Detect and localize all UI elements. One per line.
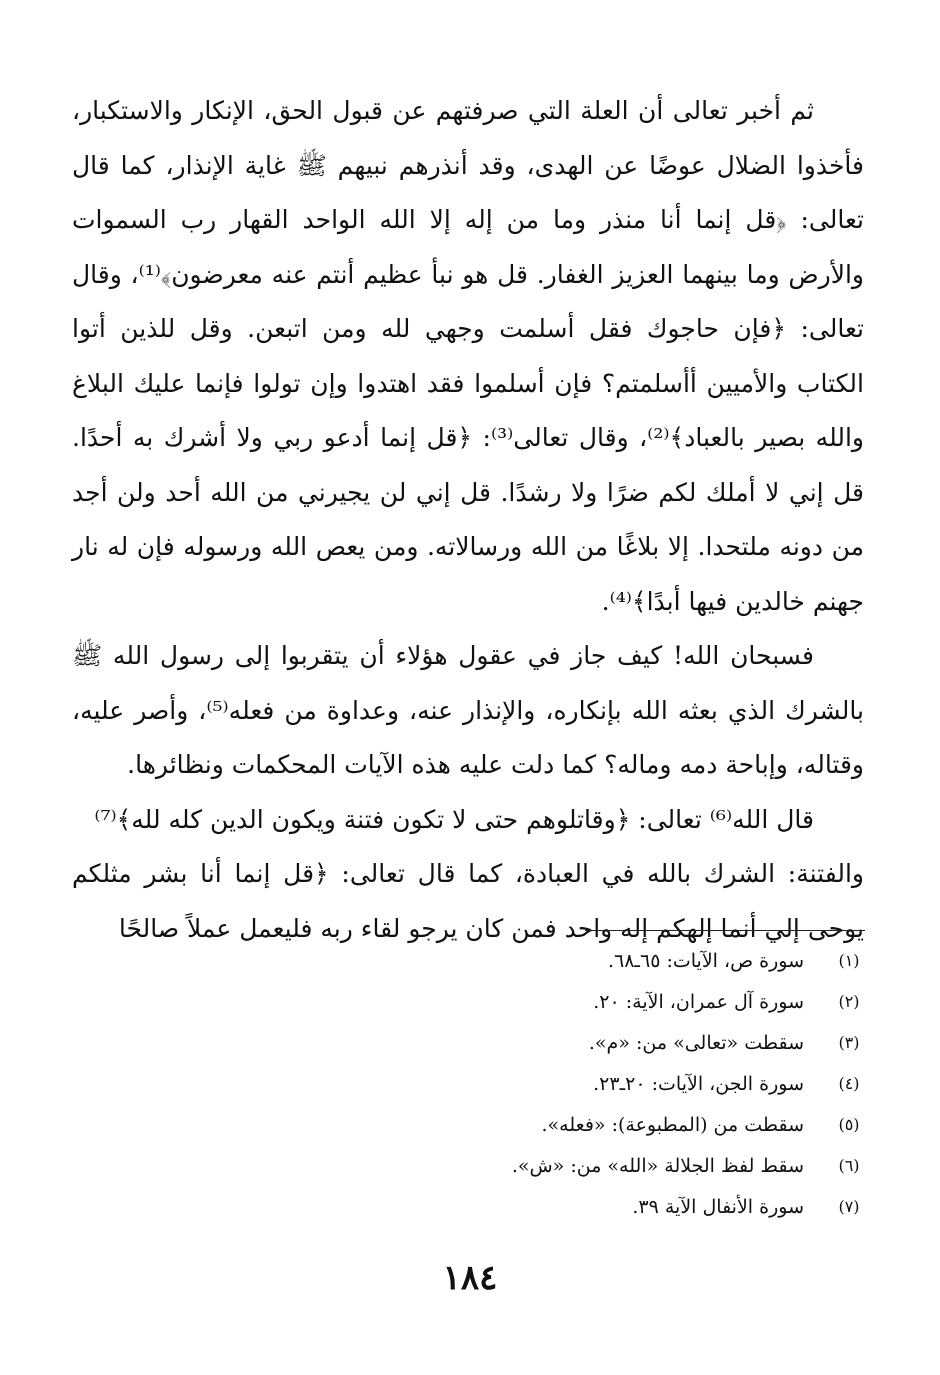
footnote-number: (٦) (838, 1156, 860, 1175)
paragraph-3: قال الله⁽⁶⁾ تعالى: ﴿وقاتلوهم حتى لا تكون فتنة ويكون الدين كله لله﴾⁽⁷⁾ (94, 804, 814, 834)
footnote-number: (٧) (838, 1197, 860, 1216)
footnotes (174, 940, 874, 1227)
paragraph-1: ثم أخبر تعالى أن العلة التي صرفتهم عن قبول الحق، الإنكار والاستكبار، فأخذوا الضلال عوضًا عن الهدى، وقد أنذرهم نبيهم ﷺ غاية الإنذار، كما قال تعالى: ﴿قل إنما أنا منذر وما من إله إلا الله الواحد القهار رب السموات والأرض وما بينهما العزيز الغفار. قل هو نبأ عظيم أنتم عنه معرضون﴾⁽¹⁾، وقال تعالى: ﴿فإن حاجوك فقل أسلمت وجهي لله ومن اتبعن. وقل للذين أتوا الكتاب والأميين أأسلمتم؟ فإن أسلموا فقد اهتدوا وإن تولوا فإنما عليك البلاغ والله بصير بالعباد﴾⁽²⁾، وقال تعالى⁽³⁾: ﴿قل إنما أدعو ربي ولا أشرك به أحدًا. قل إني لا أملك لكم ضرًا ولا رشدًا. قل إني لن يجيرني من الله أحد ولن أجد من دونه ملتحدا. إلا بلاغًا من الله ورسالاته. ومن يعص الله ورسوله فإن له نار جهنم خالدين فيها أبدًا﴾⁽⁴⁾. (72, 96, 864, 616)
footnote-number: (٢) (838, 992, 860, 1011)
footnote-text: سورة الجن، الآيات: ٢٠ـ٢٣. (593, 1072, 804, 1095)
footnote-2 (174, 981, 874, 1022)
footnote-text: سورة آل عمران، الآية: ٢٠. (593, 990, 804, 1013)
footnote-4 (174, 1063, 874, 1104)
footnote-6 (174, 1145, 874, 1186)
page-number: ١٨٤ (442, 1258, 498, 1298)
footnote-text: سقطت «تعالى» من: «م». (588, 1031, 804, 1054)
footnote-number: (٤) (838, 1074, 860, 1093)
footnote-number: (٥) (838, 1115, 860, 1134)
footnote-number: (١) (838, 951, 860, 970)
footnote-text: سقط لفظ الجلالة «الله» من: «ش». (511, 1154, 804, 1177)
footnote-text: سقطت من (المطبوعة): «فعله». (541, 1113, 804, 1136)
footnote-number: (٣) (838, 1033, 860, 1052)
paragraph-4: والفتنة: الشرك بالله في العبادة، كما قال تعالى: ﴿قل إنما أنا بشر مثلكم يوحى إلي أنما إلهكم إله واحد فمن كان يرجو لقاء ربه فليعمل عملاً صالحًا (72, 859, 864, 943)
footnote-divider (585, 930, 865, 931)
footnote-3 (174, 1022, 874, 1063)
footnote-1 (174, 940, 874, 981)
footnote-text: سورة ص، الآيات: ٦٥ـ٦٨. (607, 949, 804, 972)
paragraph-2: فسبحان الله! كيف جاز في عقول هؤلاء أن يتقربوا إلى رسول الله ﷺ بالشرك الذي بعثه الله بإنكاره، والإنذار عنه، وعداوة من فعله⁽⁵⁾، وأصر عليه، وقتاله، وإباحة دمه وماله؟ كما دلت عليه هذه الآيات المحكمات ونظائرها. (72, 641, 864, 779)
footnote-7 (174, 1186, 874, 1227)
footnote-text: سورة الأنفال الآية ٣٩. (632, 1195, 804, 1218)
main-text (72, 84, 864, 956)
footnote-5 (174, 1104, 874, 1145)
